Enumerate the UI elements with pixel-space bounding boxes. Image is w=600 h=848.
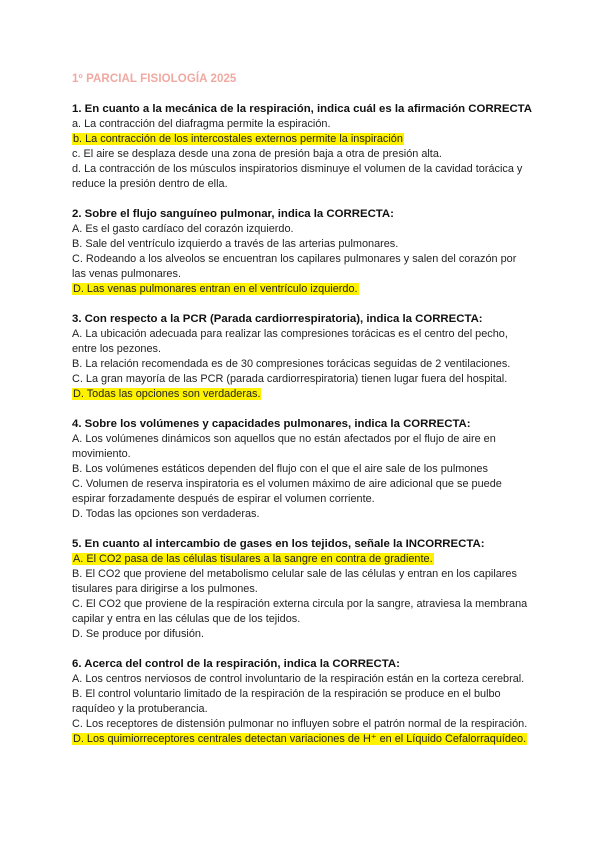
- question-text: 2. Sobre el flujo sanguíneo pulmonar, indica la CORRECTA:: [72, 208, 394, 220]
- option-text: C. Rodeando a los alveolos se encuentran los capilares pulmonares y salen del corazón por las venas pulmonares.: [72, 253, 517, 280]
- question-text: 4. Sobre los volúmenes y capacidades pulmonares, indica la CORRECTA:: [72, 418, 471, 430]
- option-c: [72, 717, 532, 732]
- option-text: d. La contracción de los músculos inspiratorios disminuye el volumen de la cavidad torácica y reduce la presión dentro de ella.: [72, 163, 523, 190]
- option-a: [72, 117, 532, 132]
- option-b: [72, 567, 532, 597]
- question-2: [72, 207, 532, 297]
- option-text: C. Los receptores de distensión pulmonar no influyen sobre el patrón normal de la respiración.: [72, 718, 528, 730]
- option-text: B. El control voluntario limitado de la respiración de la respiración se produce en el bulbo raquídeo y la protuberancia.: [72, 688, 501, 715]
- option-c: [72, 372, 532, 387]
- highlighted-answer: D. Los quimiorreceptores centrales detectan variaciones de H⁺ en el Líquido Cefalorraquídeo.: [73, 733, 527, 745]
- option-d-correct: [72, 282, 532, 297]
- question-6: [72, 657, 532, 747]
- option-text: A. Es el gasto cardíaco del corazón izquierdo.: [72, 223, 294, 235]
- option-a: [72, 222, 532, 237]
- option-b: [72, 687, 532, 717]
- option-text: D. Todas las opciones son verdaderas.: [72, 508, 260, 520]
- question-text: 3. Con respecto a la PCR (Parada cardiorrespiratoria), indica la CORRECTA:: [72, 313, 483, 325]
- option-a: [72, 432, 532, 462]
- option-a: [72, 327, 532, 357]
- option-text: A. Los volúmenes dinámicos son aquellos que no están afectados por el flujo de aire en movimiento.: [72, 433, 496, 460]
- option-text: C. El CO2 que proviene de la respiración externa circula por la sangre, atraviesa la membrana capilar y entra en las células que de los tejidos.: [72, 598, 528, 625]
- option-b-correct: [72, 132, 532, 147]
- question-1: [72, 102, 532, 192]
- option-text: A. Los centros nerviosos de control involuntario de la respiración están en la corteza cerebral.: [72, 673, 525, 685]
- highlighted-answer: D. Las venas pulmonares entran en el ventrículo izquierdo.: [73, 283, 358, 295]
- option-text: A. La ubicación adecuada para realizar las compresiones torácicas es el centro del pecho, entre los pezones.: [72, 328, 508, 355]
- option-text: C. La gran mayoría de las PCR (parada cardiorrespiratoria) tienen lugar fuera del hospital.: [72, 373, 508, 385]
- option-c: [72, 477, 532, 507]
- option-a-correct: [72, 552, 532, 567]
- option-c: [72, 147, 532, 162]
- option-text: c. El aire se desplaza desde una zona de presión baja a otra de presión alta.: [72, 148, 442, 160]
- option-text: D. Se produce por difusión.: [72, 628, 204, 640]
- question-text: 5. En cuanto al intercambio de gases en los tejidos, señale la INCORRECTA:: [72, 538, 485, 550]
- question-text: 1. En cuanto a la mecánica de la respiración, indica cuál es la afirmación CORRECTA: [72, 103, 533, 115]
- option-d-correct: [72, 732, 532, 747]
- question-3: [72, 312, 532, 402]
- highlighted-answer: A. El CO2 pasa de las células tisulares a la sangre en contra de gradiente.: [73, 553, 433, 565]
- question-text: 6. Acerca del control de la respiración, indica la CORRECTA:: [72, 658, 400, 670]
- document-page: [72, 72, 532, 762]
- highlighted-answer: b. La contracción de los intercostales externos permite la inspiración: [73, 133, 403, 145]
- document-title: 1º PARCIAL FISIOLOGÍA 2025: [72, 73, 237, 85]
- option-d: [72, 627, 532, 642]
- option-text: B. La relación recomendada es de 30 compresiones torácicas seguidas de 2 ventilaciones.: [72, 358, 511, 370]
- option-text: a. La contracción del diafragma permite la espiración.: [72, 118, 331, 130]
- question-5: [72, 537, 532, 642]
- question-4: [72, 417, 532, 522]
- option-d: [72, 507, 532, 522]
- option-c: [72, 252, 532, 282]
- highlighted-answer: D. Todas las opciones son verdaderas.: [73, 388, 261, 400]
- option-text: B. Sale del ventrículo izquierdo a través de las arterias pulmonares.: [72, 238, 399, 250]
- option-b: [72, 237, 532, 252]
- option-b: [72, 357, 532, 372]
- option-c: [72, 597, 532, 627]
- option-d-correct: [72, 387, 532, 402]
- option-b: [72, 462, 532, 477]
- option-a: [72, 672, 532, 687]
- option-text: C. Volumen de reserva inspiratoria es el volumen máximo de aire adicional que se puede espirar forzadamente después de espirar el volumen corriente.: [72, 478, 502, 505]
- option-text: B. Los volúmenes estáticos dependen del flujo con el que el aire sale de los pulmones: [72, 463, 488, 475]
- option-text: B. El CO2 que proviene del metabolismo celular sale de las células y entran en los capilares tisulares para dirigirse a los pulmones.: [72, 568, 517, 595]
- option-d: [72, 162, 532, 192]
